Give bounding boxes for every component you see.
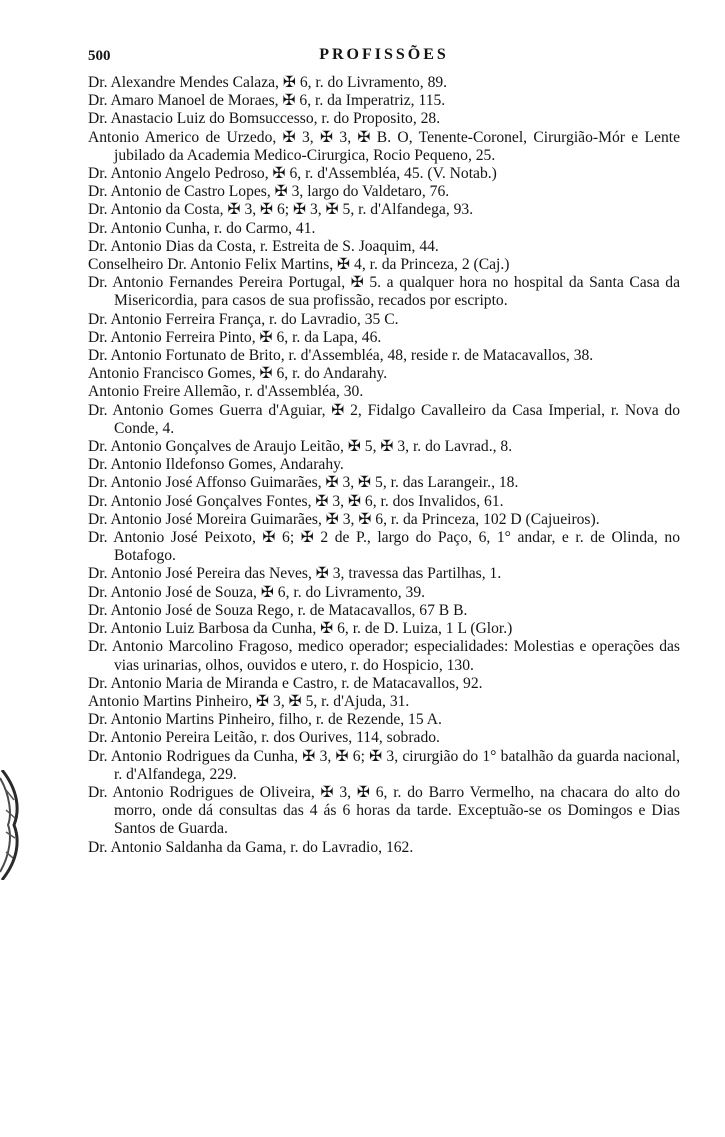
directory-entry: Antonio Francisco Gomes, ✠ 6, r. do Andarahy. [88, 365, 388, 383]
directory-entry: Dr. Antonio Angelo Pedroso, ✠ 6, r. d'Assembléa, 45. (V. Notab.) [88, 165, 497, 183]
directory-entry: Dr. Antonio Maria de Miranda e Castro, r. de Matacavallos, 92. [88, 674, 483, 692]
directory-entry: Dr. Antonio de Castro Lopes, ✠ 3, largo do Valdetaro, 76. [88, 183, 450, 201]
directory-entry: Dr. Antonio Gomes Guerra d'Aguiar, ✠ 2, Fidalgo Cavalleiro da Casa Imperial, r. Nova do Conde, 4. [88, 401, 680, 437]
directory-entry: Dr. Antonio José Peixoto, ✠ 6; ✠ 2 de P., largo do Paço, 6, 1° andar, e r. de Olinda, no Botafogo. [88, 529, 680, 565]
directory-entry: Dr. Antonio José de Souza, ✠ 6, r. do Livramento, 39. [88, 583, 426, 601]
directory-entry: Dr. Antonio Ferreira Pinto, ✠ 6, r. da Lapa, 46. [88, 328, 382, 346]
directory-entry: Dr. Antonio José Gonçalves Fontes, ✠ 3, ✠ 6, r. dos Invalidos, 61. [88, 492, 504, 510]
directory-entry: Antonio Martins Pinheiro, ✠ 3, ✠ 5, r. d'Ajuda, 31. [88, 692, 410, 710]
directory-entry: Dr. Antonio Ildefonso Gomes, Andarahy. [88, 456, 344, 474]
directory-entry: Dr. Antonio Dias da Costa, r. Estreita de S. Joaquim, 44. [88, 237, 439, 255]
page-edge-ornament [0, 770, 22, 880]
directory-entry: Dr. Antonio Marcolino Fragoso, medico operador; especialidades: Molestias e operações das vias urinarias, olhos, ouvidos e utero, r. do Hospicio, 130. [88, 638, 680, 674]
directory-entry: Dr. Amaro Manoel de Moraes, ✠ 6, r. da Imperatriz, 115. [88, 92, 446, 110]
directory-entries [88, 74, 680, 857]
page-number: 500 [88, 48, 111, 64]
directory-entry: Dr. Antonio Fortunato de Brito, r. d'Assembléa, 48, reside r. de Matacavallos, 38. [88, 347, 594, 365]
directory-entry: Dr. Antonio da Costa, ✠ 3, ✠ 6; ✠ 3, ✠ 5, r. d'Alfandega, 93. [88, 201, 474, 219]
directory-entry: Dr. Antonio Martins Pinheiro, filho, r. de Rezende, 15 A. [88, 711, 442, 729]
directory-entry: Dr. Antonio Rodrigues de Oliveira, ✠ 3, ✠ 6, r. do Barro Vermelho, na chacara do alto do morro, onde dá consultas das 4 ás 6 horas da tarde. Exceptuão-se os Domingos e Dias Santos de Guarda. [88, 783, 680, 838]
directory-entry: Dr. Antonio José Pereira das Neves, ✠ 3, travessa das Partilhas, 1. [88, 565, 502, 583]
directory-entry: Dr. Antonio José Moreira Guimarães, ✠ 3, ✠ 6, r. da Princeza, 102 D (Cajueiros). [88, 510, 600, 528]
directory-entry: Dr. Alexandre Mendes Calaza, ✠ 6, r. do Livramento, 89. [88, 74, 448, 91]
directory-entry: Dr. Antonio Rodrigues da Cunha, ✠ 3, ✠ 6; ✠ 3, cirurgião do 1° batalhão da guarda nacional, r. d'Alfandega, 229. [88, 747, 680, 783]
directory-entry: Dr. Antonio Fernandes Pereira Portugal, ✠ 5. a qualquer hora no hospital da Santa Casa da Misericordia, para casos de sua profissão, recados por escripto. [88, 274, 680, 310]
directory-entry: Antonio Americo de Urzedo, ✠ 3, ✠ 3, ✠ B. O, Tenente-Coronel, Cirurgião-Mór e Lente jubilado da Academia Medico-Cirurgica, Rocio Pequeno, 25. [88, 128, 680, 164]
directory-entry: Dr. Antonio Ferreira França, r. do Lavradio, 35 C. [88, 310, 399, 328]
directory-entry: Dr. Antonio José de Souza Rego, r. de Matacavallos, 67 B B. [88, 601, 468, 619]
book-page [88, 46, 680, 857]
directory-entry: Conselheiro Dr. Antonio Felix Martins, ✠ 4, r. da Princeza, 2 (Caj.) [88, 256, 510, 274]
directory-entry: Dr. Antonio Cunha, r. do Carmo, 41. [88, 219, 316, 237]
running-title: PROFISSÕES [319, 46, 449, 63]
directory-entry: Dr. Antonio Gonçalves de Araujo Leitão, ✠ 5, ✠ 3, r. do Lavrad., 8. [88, 438, 513, 456]
directory-entry: Dr. Antonio José Affonso Guimarães, ✠ 3, ✠ 5, r. das Larangeir., 18. [88, 474, 519, 492]
page-header [88, 46, 680, 68]
directory-entry: Dr. Antonio Saldanha da Gama, r. do Lavradio, 162. [88, 838, 414, 856]
directory-entry: Dr. Antonio Pereira Leitão, r. dos Ourives, 114, sobrado. [88, 729, 440, 747]
directory-entry: Dr. Anastacio Luiz do Bomsuccesso, r. do Proposito, 28. [88, 110, 441, 128]
directory-entry: Dr. Antonio Luiz Barbosa da Cunha, ✠ 6, r. de D. Luiza, 1 L (Glor.) [88, 620, 513, 638]
directory-entry: Antonio Freire Allemão, r. d'Assembléa, 30. [88, 383, 364, 401]
